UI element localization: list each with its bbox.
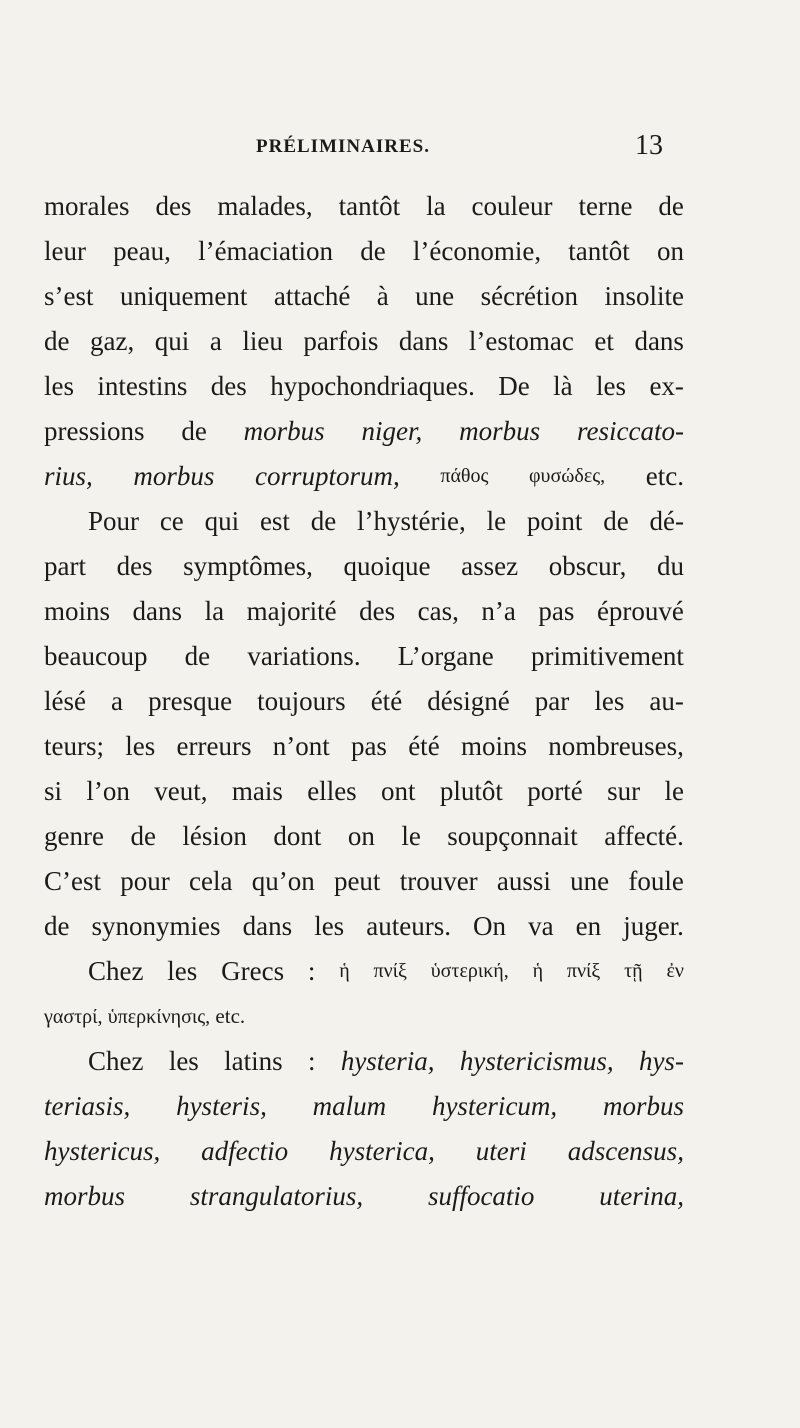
text-line: les intestins des hypochondriaques. De là les ex- <box>44 371 684 401</box>
text-line: si l’on veut, mais elles ont plutôt porté sur le <box>44 776 684 806</box>
text-line: lésé a presque toujours été désigné par les au- <box>44 686 684 716</box>
body-text <box>44 184 684 1219</box>
text-line: γαστρί, ὑπερκίνησις, etc. <box>44 1004 246 1028</box>
text-line: teurs; les erreurs n’ont pas été moins nombreuses, <box>44 731 684 761</box>
text-line: part des symptômes, quoique assez obscur, du <box>44 551 684 581</box>
text-line: leur peau, l’émaciation de l’économie, tantôt on <box>44 236 684 266</box>
text-line: de synonymies dans les auteurs. On va en juger. <box>44 911 684 941</box>
text-line: genre de lésion dont on le soupçonnait affecté. <box>44 821 684 851</box>
text-line: morales des malades, tantôt la couleur terne de <box>44 191 684 221</box>
running-head: PRÉLIMINAIRES. <box>256 136 430 157</box>
text-line: morbus strangulatorius, suffocatio uterina, <box>44 1181 684 1211</box>
text-line: beaucoup de variations. L’organe primitivement <box>44 641 684 671</box>
text-line: teriasis, hysteris, malum hystericum, morbus <box>44 1091 684 1121</box>
text-line: s’est uniquement attaché à une sécrétion insolite <box>44 281 684 311</box>
text-line: hystericus, adfectio hysterica, uteri adscensus, <box>44 1136 684 1166</box>
text-line: rius, morbus corruptorum, πάθος φυσώδες, etc. <box>44 461 684 491</box>
text-line: C’est pour cela qu’on peut trouver aussi une foule <box>44 866 684 896</box>
text-line: Chez les latins : hysteria, hystericismus, hys- <box>88 1046 684 1076</box>
page-header <box>0 130 800 170</box>
text-line: pressions de morbus niger, morbus resiccato- <box>44 416 684 446</box>
text-line: Chez les Grecs : ἡ πνίξ ὑστερική, ἡ πνίξ τῇ ἐν <box>88 956 684 986</box>
page-number: 13 <box>635 130 663 161</box>
text-line: Pour ce qui est de l’hystérie, le point de dé- <box>88 506 684 536</box>
text-line: de gaz, qui a lieu parfois dans l’estomac et dans <box>44 326 684 356</box>
text-line: moins dans la majorité des cas, n’a pas éprouvé <box>44 596 684 626</box>
